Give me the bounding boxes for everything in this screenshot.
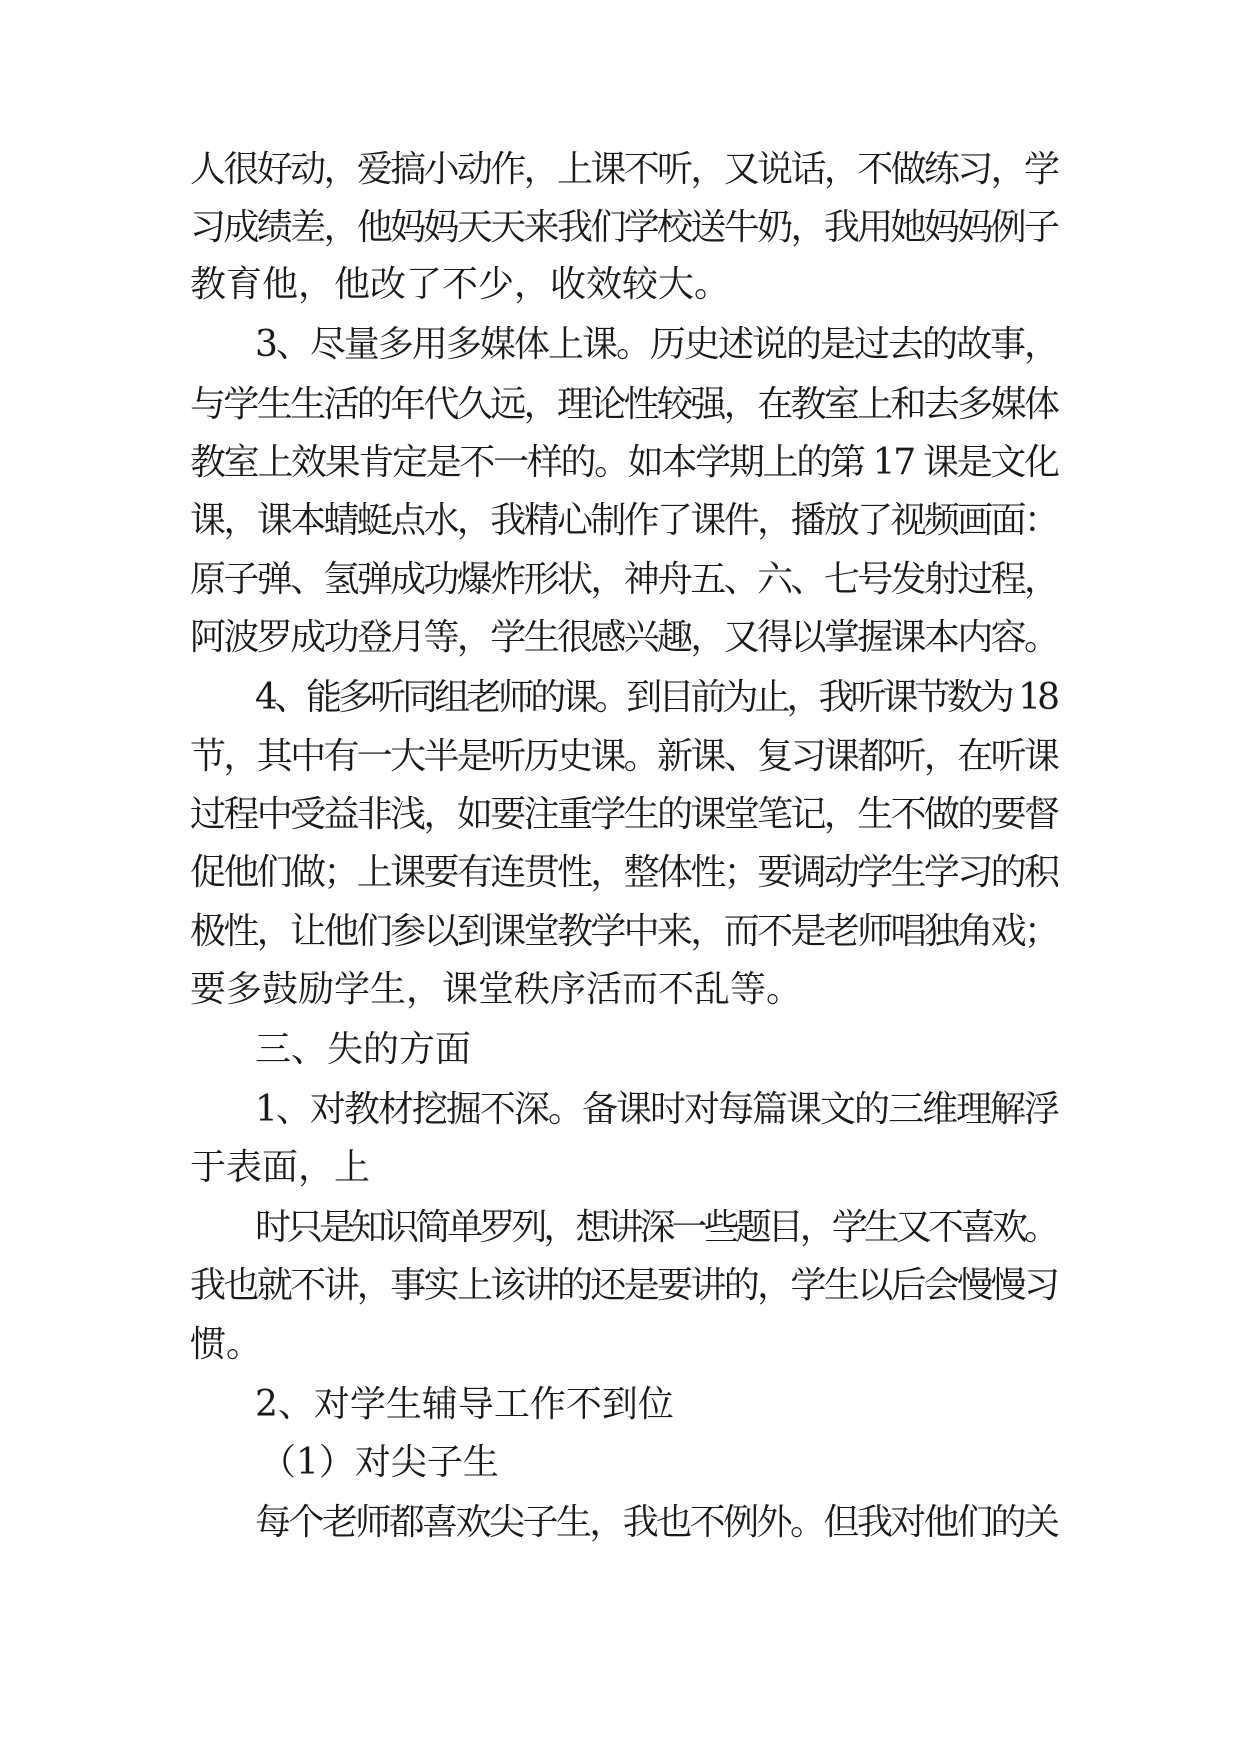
text-line: （1）对尖子生 <box>260 1442 499 1483</box>
text-line: 1、对教材挖掘不深。备课时对每篇课文的三维理解浮 <box>255 1089 1059 1130</box>
text-line: 课，课本蜻蜓点水，我精心制作了课件，播放了视频画面： <box>190 500 1058 541</box>
text-line: 人很好动，爱搞小动作，上课不听，又说话，不做练习，学 <box>190 149 1058 190</box>
section-heading: 三、失的方面 <box>255 1029 472 1070</box>
text-line: 原子弹、氢弹成功爆炸形状，神舟五、六、七号发射过程， <box>190 559 1058 600</box>
text-line: 过程中受益非浅，如要注重学生的课堂笔记，生不做的要督 <box>190 794 1058 835</box>
text-line: 我也就不讲，事实上该讲的还是要讲的，学生以后会慢慢习 <box>190 1265 1058 1306</box>
text-line: 时只是知识简单罗列，想讲深一些题目，学生又不喜欢。 <box>255 1207 1057 1248</box>
text-line: 4、能多听同组老师的课。到目前为止，我听课节数为 18 <box>255 677 1057 718</box>
text-line: 3、尽量多用多媒体上课。历史述说的是过去的故事， <box>255 324 1059 365</box>
text-line: 极性，让他们参以到课堂教学中来，而不是老师唱独角戏； <box>190 911 1058 952</box>
text-line: 阿波罗成功登月等，学生很感兴趣，又得以掌握课本内容。 <box>190 617 1058 658</box>
text-line: 惯。 <box>190 1324 263 1365</box>
text-line: 要多鼓励学生，课堂秩序活而不乱等。 <box>190 969 803 1010</box>
text-line: 促他们做；上课要有连贯性，整体性；要调动学生学习的积 <box>190 852 1058 893</box>
text-line: 习成绩差，他妈妈天天来我们学校送牛奶，我用她妈妈例子 <box>190 207 1058 248</box>
text-line: 与学生生活的年代久远，理论性较强，在教室上和去多媒体 <box>190 384 1058 425</box>
text-line: 教育他，他改了不少，收效较大。 <box>190 264 731 305</box>
text-line: 每个老师都喜欢尖子生，我也不例外。但我对他们的关 <box>255 1502 1058 1543</box>
text-line: 2、对学生辅导工作不到位 <box>255 1384 674 1425</box>
text-line: 于表面，上 <box>190 1147 371 1188</box>
text-line: 教室上效果肯定是不一样的。如本学期上的第 17 课是文化 <box>190 442 1058 483</box>
text-line: 节，其中有一大半是听历史课。新课、复习课都听，在听课 <box>190 736 1058 777</box>
